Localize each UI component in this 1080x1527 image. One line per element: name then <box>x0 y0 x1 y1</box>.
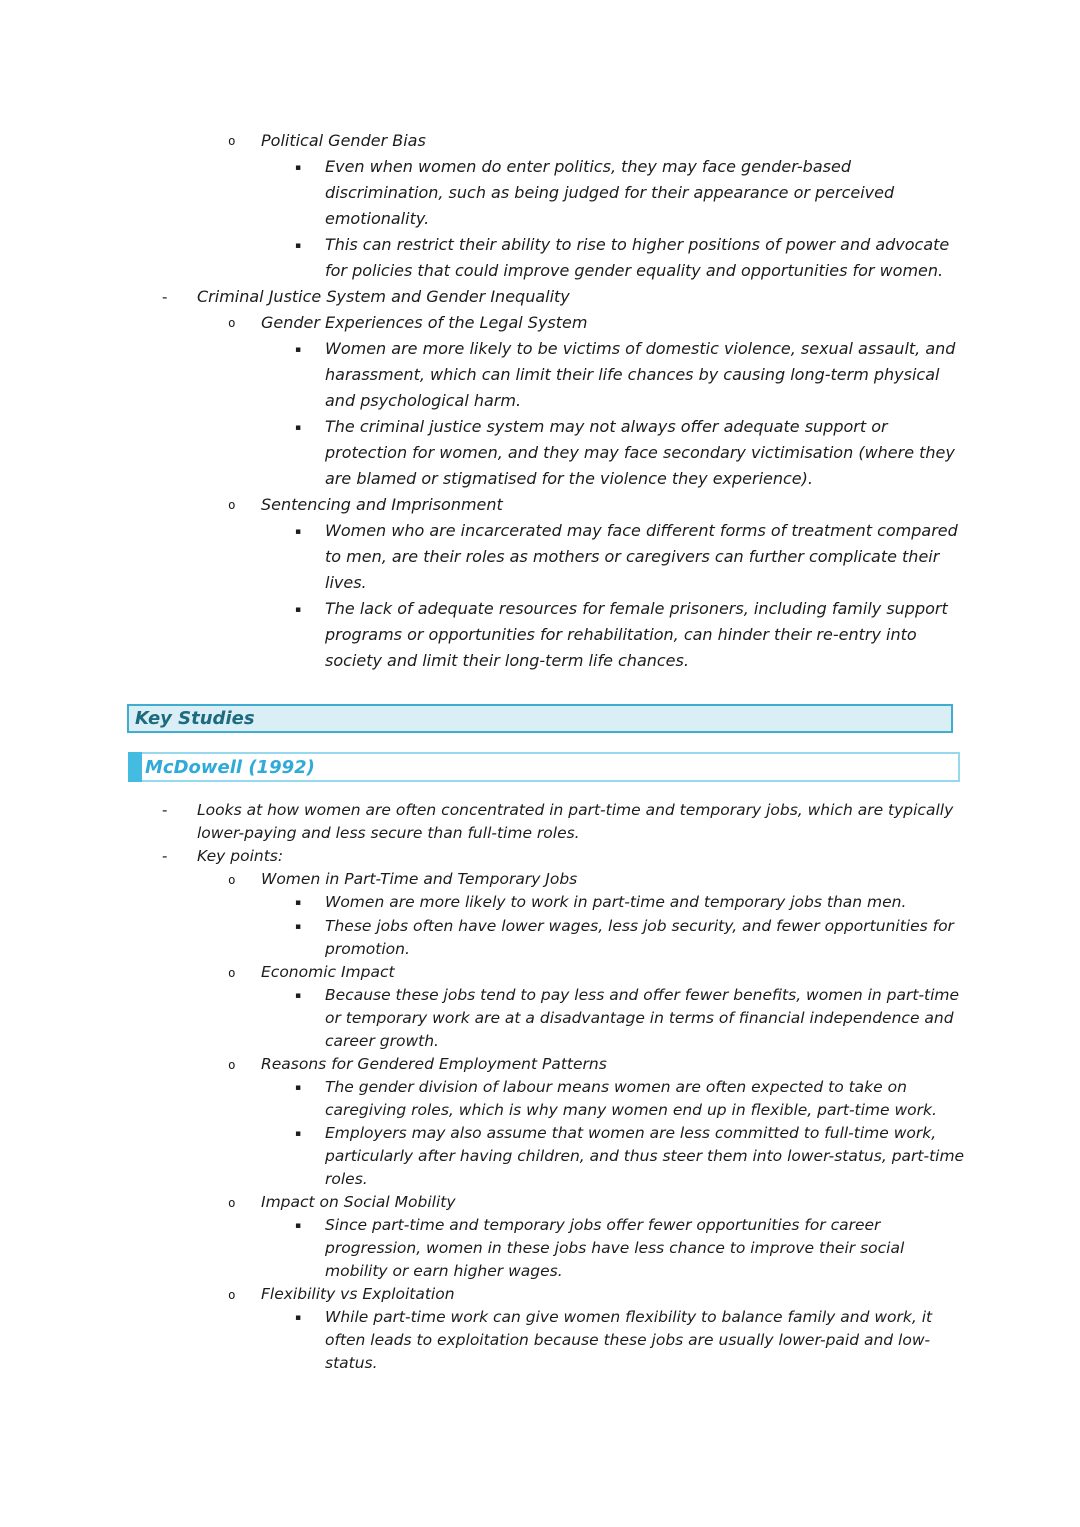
list-item-text: Since part-time and temporary jobs offer fewer opportunities for career progression, women in these jobs have less chance to improve their social mobility or earn higher wages. <box>325 1216 905 1280</box>
bullet-marker: o <box>228 1057 236 1072</box>
list-item-text: Even when women do enter politics, they may face gender-based discrimination, such as being judged for their appearance or perceived emotionality. <box>325 157 895 228</box>
list-item <box>295 232 1080 284</box>
bullet-marker: ▪ <box>295 163 302 173</box>
bullet-marker: ▪ <box>295 423 302 433</box>
list-item-text: Key points: <box>197 847 284 865</box>
list-item-text: These jobs often have lower wages, less job security, and fewer opportunities for promotion. <box>325 917 954 958</box>
list-item <box>162 845 1080 868</box>
list-item <box>295 984 1080 1053</box>
list-item <box>295 891 1080 915</box>
list-item <box>295 596 1080 674</box>
bullet-marker: ▪ <box>295 527 302 537</box>
list-item-text: The criminal justice system may not always offer adequate support or protection for women, and they may face secondary victimisation (where they are blamed or stigmatised for the violence they experience). <box>325 417 955 488</box>
list-item-text: Because these jobs tend to pay less and offer fewer benefits, women in part-time or temporary work are at a disadvantage in terms of financial independence and career growth. <box>325 986 960 1050</box>
study-heading-accent-bar <box>128 752 142 782</box>
list-item-text: The gender division of labour means women are often expected to take on caregiving roles, which is why many women end up in flexible, part-time work. <box>325 1078 937 1119</box>
list-item-text: While part-time work can give women flexibility to balance family and work, it often leads to exploitation because these jobs are usually lower-paid and low-status. <box>325 1308 933 1372</box>
bullet-marker: ▪ <box>295 991 302 1001</box>
list-item-text: Women are more likely to be victims of domestic violence, sexual assault, and harassment, which can limit their life chances by causing long-term physical and psychological harm. <box>325 339 956 410</box>
list-item <box>295 1306 1080 1375</box>
list-item <box>295 1122 1080 1191</box>
bullet-marker: o <box>228 965 236 980</box>
list-item <box>228 1053 1080 1076</box>
list-item <box>295 154 1080 232</box>
list-item <box>295 518 1080 596</box>
study-heading-text: McDowell (1992) <box>145 756 315 778</box>
notes-list-gender-inequality <box>0 128 1080 674</box>
list-item <box>295 1214 1080 1283</box>
bullet-marker: o <box>228 1287 236 1302</box>
list-item-text: Impact on Social Mobility <box>261 1193 456 1211</box>
bullet-marker: o <box>228 872 236 887</box>
bullet-marker: ▪ <box>295 1083 302 1093</box>
bullet-marker: ▪ <box>295 1313 302 1323</box>
bullet-marker: ▪ <box>295 605 302 615</box>
list-item-text: Flexibility vs Exploitation <box>261 1285 455 1303</box>
list-item <box>228 492 1080 518</box>
bullet-marker: o <box>228 1195 236 1210</box>
study-heading-box <box>128 752 960 782</box>
bullet-marker: - <box>162 801 168 819</box>
key-studies-heading-band <box>127 704 953 733</box>
list-item-text: Women are more likely to work in part-time and temporary jobs than men. <box>325 893 907 911</box>
list-item <box>228 310 1080 336</box>
key-studies-heading-text: Key Studies <box>135 708 255 729</box>
bullet-marker: o <box>228 315 236 330</box>
list-item-text: Economic Impact <box>261 963 395 981</box>
list-item <box>162 799 1080 845</box>
list-item <box>295 414 1080 492</box>
list-item-text: The lack of adequate resources for female prisoners, including family support programs or opportunities for rehabilitation, can hinder their re-entry into society and limit their long-term life chances. <box>325 599 948 670</box>
spacer <box>0 782 1080 799</box>
list-item <box>295 336 1080 414</box>
bullet-marker: ▪ <box>295 345 302 355</box>
list-item-text: Employers may also assume that women are less committed to full-time work, particularly after having children, and thus steer them into lower-status, part-time roles. <box>325 1124 965 1188</box>
list-item <box>162 284 1080 310</box>
list-item-text: Women who are incarcerated may face different forms of treatment compared to men, are their roles as mothers or caregivers can further complicate their lives. <box>325 521 958 592</box>
bullet-marker: ▪ <box>295 922 302 932</box>
bullet-marker: ▪ <box>295 1129 302 1139</box>
list-item <box>228 868 1080 891</box>
bullet-marker: ▪ <box>295 1221 302 1231</box>
list-item <box>228 1191 1080 1214</box>
bullet-marker: ▪ <box>295 898 302 908</box>
list-item-text: Gender Experiences of the Legal System <box>261 313 588 332</box>
list-item-text: This can restrict their ability to rise to higher positions of power and advocate for policies that could improve gender equality and opportunities for women. <box>325 235 950 280</box>
list-item <box>295 915 1080 961</box>
bullet-marker: - <box>162 847 168 865</box>
list-item-text: Women in Part-Time and Temporary Jobs <box>261 870 578 888</box>
list-item <box>228 1283 1080 1306</box>
list-item-text: Political Gender Bias <box>261 131 426 150</box>
bullet-marker: ▪ <box>295 241 302 251</box>
list-item-text: Sentencing and Imprisonment <box>261 495 503 514</box>
list-item-text: Looks at how women are often concentrated in part-time and temporary jobs, which are typically lower-paying and less secure than full-time roles. <box>197 801 954 842</box>
list-item <box>295 1076 1080 1122</box>
list-item <box>228 128 1080 154</box>
list-item-text: Criminal Justice System and Gender Inequality <box>197 287 570 306</box>
bullet-marker: - <box>162 288 168 306</box>
list-item <box>228 961 1080 984</box>
bullet-marker: o <box>228 497 236 512</box>
notes-list-mcdowell-study <box>0 799 1080 1375</box>
bullet-marker: o <box>228 133 236 148</box>
list-item-text: Reasons for Gendered Employment Patterns <box>261 1055 607 1073</box>
